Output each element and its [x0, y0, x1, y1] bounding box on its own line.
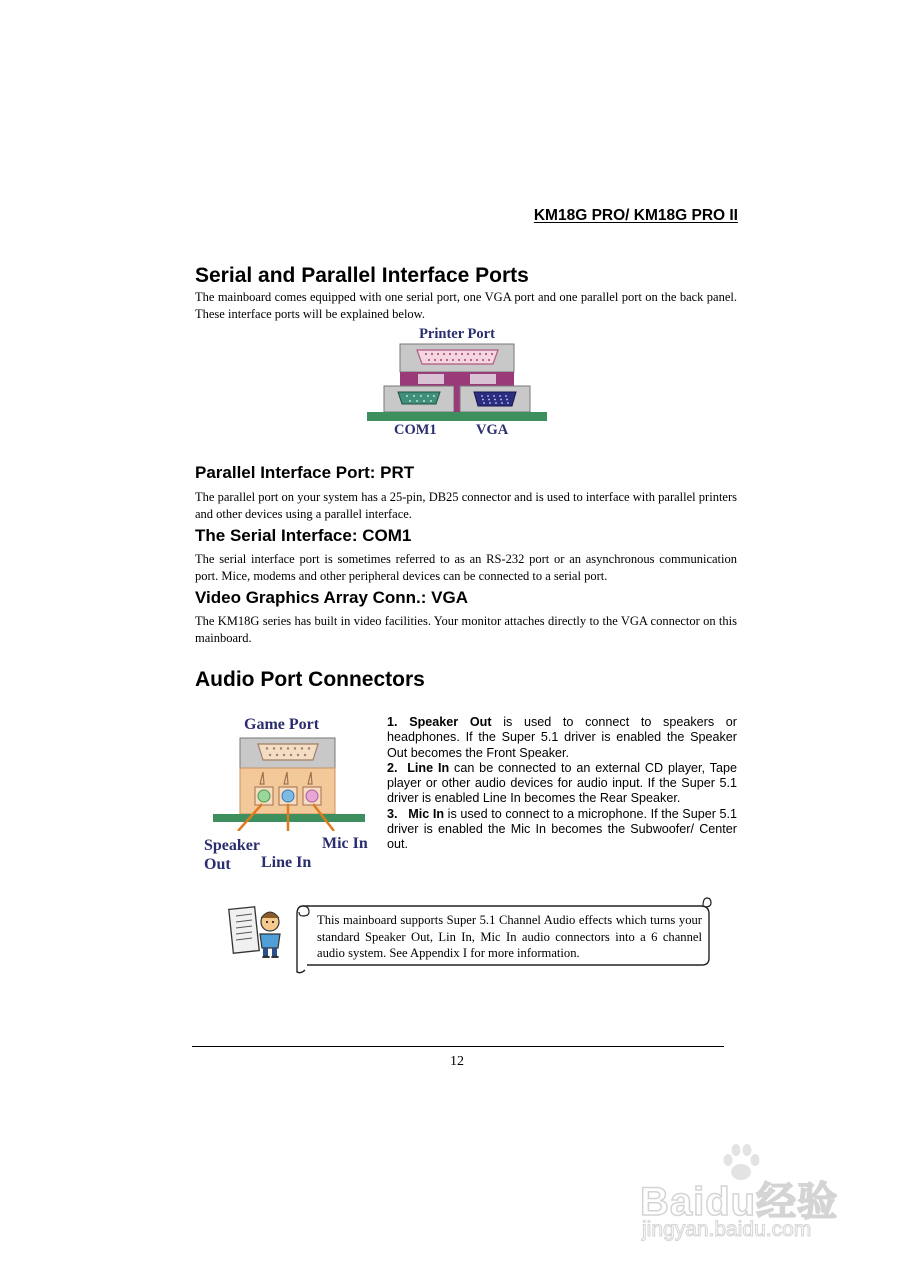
mic-in-jack	[306, 790, 318, 802]
back-panel-ports-drawing	[362, 342, 552, 424]
watermark-url: jingyan.baidu.com	[642, 1218, 812, 1241]
footer-rule	[192, 1046, 724, 1047]
section-title-parallel: Parallel Interface Port: PRT	[195, 463, 415, 482]
serial-parallel-intro: The mainboard comes equipped with one serial port, one VGA port and one parallel port on the back panel. These interface ports will be explained below.	[195, 290, 737, 321]
audio-ports-figure	[200, 716, 380, 881]
section-title-vga: Video Graphics Array Conn.: VGA	[195, 588, 469, 607]
pcb-edge	[367, 412, 547, 421]
page-number: 12	[450, 1054, 464, 1069]
line-in-label: Line In	[261, 854, 312, 871]
baidu-watermark	[640, 1152, 860, 1252]
vga-description: The KM18G series has built in video facilities. Your monitor attaches directly to the VGA connector on this mainboard.	[195, 614, 737, 645]
printer-port-connector	[417, 350, 498, 364]
section-title-serial: The Serial Interface: COM1	[195, 526, 412, 545]
page-header-model: KM18G PRO/ KM18G PRO II	[533, 207, 738, 224]
serial-description: The serial interface port is sometimes referred to as an RS-232 port or an asynchronous communication port. Mice, modems and other peripheral devices can be connected to a serial port.	[195, 552, 737, 583]
audio-items-list	[387, 715, 737, 853]
parallel-description: The parallel port on your system has a 25-pin, DB25 connector and is used to interface with parallel printers and other devices using a parallel interface.	[195, 490, 737, 521]
mic-in-label: Mic In	[322, 835, 368, 852]
section-title-serial-parallel: Serial and Parallel Interface Ports	[195, 264, 529, 287]
audio-item-line-in: 2. Line In can be connected to an external CD player, Tape player or other audio devices for audio input. If the Super 5.1 driver is enabled Line In becomes the Rear Speaker.	[387, 760, 737, 806]
com1-label: COM1	[394, 422, 437, 438]
audio-item-mic-in: 3. Mic In is used to connect to a microphone. If the Super 5.1 driver is enabled the Mic In becomes the Subwoofer/ Center out.	[387, 806, 738, 852]
back-panel-ports-figure	[362, 324, 562, 444]
section-title-audio: Audio Port Connectors	[195, 668, 425, 691]
speaker-out-label-line2: Out	[204, 856, 231, 873]
vga-label: VGA	[476, 422, 509, 438]
audio-note-text: This mainboard supports Super 5.1 Channel Audio effects which turns your standard Speaker Out, Lin In, Mic In audio connectors into a 6 channel audio system. See Appendix I for more information.	[317, 913, 702, 960]
speaker-out-label-line1: Speaker	[204, 837, 260, 854]
game-port-connector	[258, 744, 318, 760]
game-port-label: Game Port	[244, 716, 320, 733]
com1-port-connector	[398, 392, 440, 404]
watermark-brand: Baidu经验	[640, 1180, 839, 1224]
line-in-jack	[282, 790, 294, 802]
speaker-out-jack	[258, 790, 270, 802]
printer-port-label: Printer Port	[419, 326, 495, 342]
printer-port-base	[400, 372, 514, 386]
reading-person-icon	[228, 904, 288, 958]
audio-item-speaker-out: 1. Speaker Out is used to connect to speakers or headphones. If the Super 5.1 driver is enabled the Speaker Out becomes the Front Speaker.	[387, 715, 737, 760]
audio-ports-drawing	[200, 736, 380, 831]
